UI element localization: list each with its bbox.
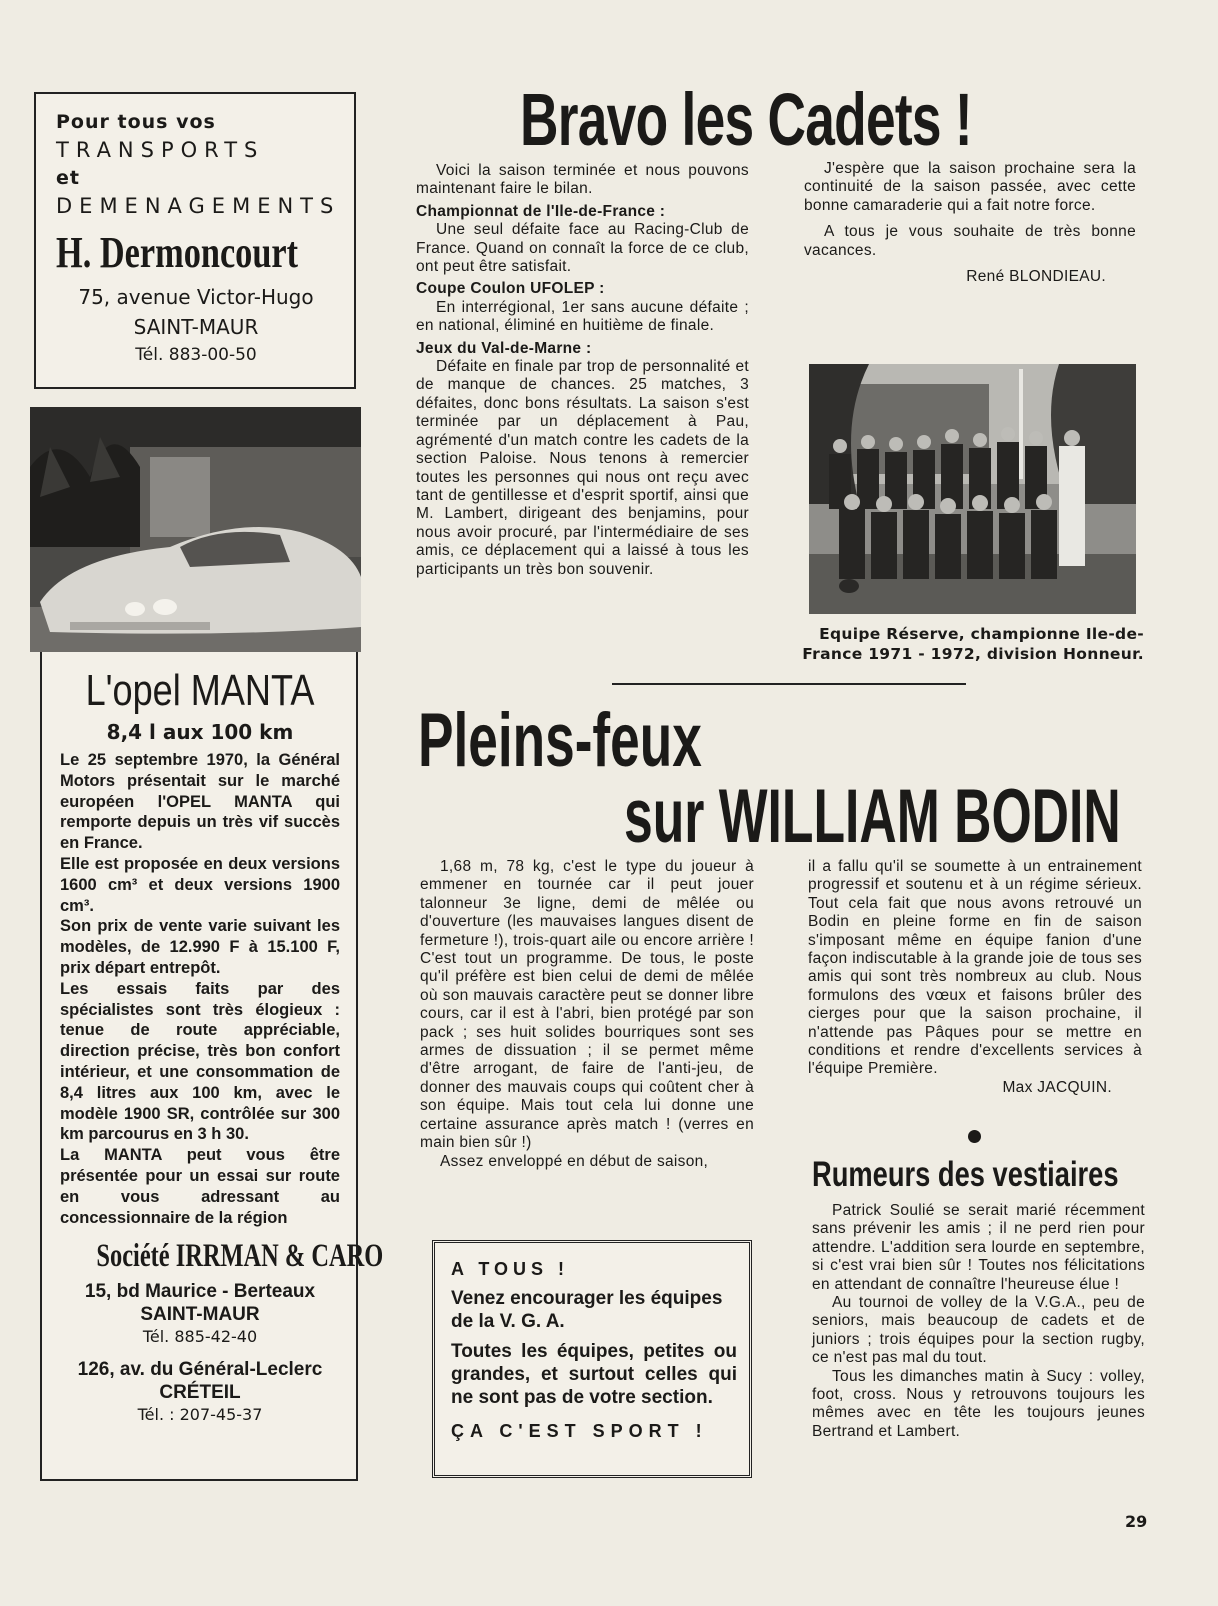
a-tous-message: Toutes les équipes, petites ou grandes, et surtout celles qui ne sont pas de votre section. [451,1341,737,1408]
demenagements-word: DEMENAGEMENTS [56,194,341,218]
a-tous-slogan: ÇA C'EST SPORT ! [451,1421,708,1441]
pleins-feux-signature: Max JACQUIN. [1002,1078,1112,1096]
car-photo [30,407,361,652]
pleins-feux-left-column [420,858,754,1171]
transport-city: SAINT-MAUR [133,315,259,339]
bravo-section-text: Défaite en finale par trop de personnalité et de manque de chances. 25 matches, 3 défaites, donc bons résultats. La saison s'est terminée par un déplacement à Pau, agrémenté d'un match contre les cadets de la section Paloise. Nous tenons à remercier toutes les personnes qui nous ont reçu avec tant de gentillesse et d'esprit sportif, ainsi que M. Lambert, dirigeant des benjamins, pour nous avoir procuré, par l'intermédiaire de ses amis, ce déplacement qui a laissé à tous les participants un très bon souvenir. [416,358,749,578]
dealer-city-1: SAINT-MAUR [140,1304,260,1326]
bravo-signature: René BLONDIEAU. [966,268,1106,286]
transport-intro: Pour tous vos [56,111,216,133]
company-name: H. Dermoncourt [56,228,299,277]
rumeurs-paragraph: Au tournoi de volley de la V.G.A., peu de seniors, mais beaucoup de cadets et de juniors ; trois équipes pour la section rugby, ce n'est pas mal du tout. [812,1294,1145,1367]
photo-caption: Equipe Réserve, championne Ile-de-France 1971 - 1972, division Honneur. [802,625,1144,663]
pleins-feux-subheadline: sur WILLIAM BODIN [624,774,1121,859]
opel-paragraph: La MANTA peut vous être présentée pour un essai sur route en vous adressant au concessionnaire de la région [60,1146,340,1227]
dealer-address-2: 126, av. du Général-Leclerc [77,1359,323,1381]
transport-word: TRANSPORTS [56,138,265,162]
bravo-section-heading: Coupe Coulon UFOLEP : [416,280,605,298]
a-tous-heading: A TOUS ! [451,1259,570,1279]
opel-manta-ad [40,652,384,1481]
bravo-right-column [804,160,1136,286]
dealer-city-2: CRÉTEIL [159,1382,241,1404]
page-number: 29 [1125,1512,1148,1531]
team-photo [809,364,1136,614]
a-tous-box [432,1240,752,1478]
dealer-name: Société IRRMAN & CARO [96,1238,384,1275]
pleins-feux-paragraph: il a fallu qu'il se soumette à un entrainement progressif et soutenu et à un régime sérieux. Tout cela fait que nous avons retrouvé un Bodin en pleine forme en fin de saison s'imposant même en équipe fanion d'une façon indiscutable à la grande joie de tous ses amis qui sont très nombreux au club. Nous formulons des vœux et faisons brûler des cierges pour que la saison prochaine, il n'attende pas Pâques pour se mettre en conditions et rendre d'excellents services à l'équipe Première. [808,858,1142,1078]
opel-paragraph: Les essais faits par des spécialistes sont très élogieux : tenue de route appréciable, direction précise, très bon confort intérieur, et une consommation de 8,4 litres aux 100 km, avec le modèle 1900 SR, contrôlée sur 300 km parcourus en 3 h 30. [60,979,340,1144]
section-divider [612,683,966,685]
bravo-section-heading: Championnat de l'Ile-de-France : [416,202,666,220]
dealer-tel-2: Tél. : 207-45-37 [137,1405,263,1425]
opel-body [60,750,340,1228]
bravo-intro: Voici la saison terminée et nous pouvons maintenant faire le bilan. [416,162,749,198]
bullet-dot-icon [968,1130,981,1143]
bravo-section-text: En interrégional, 1er sans aucune défaite ; en national, éliminé en huitième de finale. [416,298,749,335]
rumeurs-paragraph: Patrick Soulié se serait marié récemment sans prévenir les amis ; il ne perd rien pour attendre. L'addition sera lourde en septembre, si c'est vrai bien sûr ! Toutes nos félicitations en attendant de connaître l'heureuse élue ! [812,1202,1145,1293]
transport-address: 75, avenue Victor-Hugo [78,285,314,309]
bravo-section-text: Une seul défaite face au Racing-Club de France. Quand on connaît la force de ce club, ont peut être satisfait. [416,221,749,276]
a-tous-invite: Venez encourager les équipes de la V. G. A. [451,1288,723,1332]
transport-ad [34,92,356,389]
bravo-headline: Bravo les Cadets ! [520,78,972,161]
opel-paragraph: Elle est proposée en deux versions 1600 cm³ et deux versions 1900 cm³. [60,854,340,915]
pleins-feux-paragraph: 1,68 m, 78 kg, c'est le type du joueur à emmener en tournée car il peut jouer talonneur 3e ligne, demi de mêlée ou d'ouverture (les mauvaises langues disent de fermeture !), trois-quart aile ou encore arrière ! C'est tout un programme. De tous, le poste qu'il préfère est bien celui de demi de mêlée où son mauvais caractère peut se donner libre cours, car il est à l'abri, bien protégé par son pack ; ses huit solides bourriques sont ses armes de dissuation ; il se permet même d'être arrogant, de faire de l'anti-jeu, de donner des mauvais coups qui coûtent cher à son équipe. Mais tout cela lui donne une certaine assurance après match ! (verres en main bien sûr !) [420,858,754,1152]
opel-manta-car-image [30,407,361,652]
transport-tel: Tél. 883-00-50 [135,345,257,365]
pleins-feux-headline: Pleins-feux [418,698,702,783]
pleins-feux-paragraph: Assez enveloppé en début de saison, [440,1152,709,1170]
bravo-section-heading: Jeux du Val-de-Marne : [416,339,592,357]
rumeurs-headline: Rumeurs des vestiaires [812,1155,1119,1194]
opel-paragraph: Son prix de vente varie suivant les modèles, de 12.990 F à 15.100 F, prix départ entrepôt. [60,917,340,977]
transport-et: et [56,167,80,189]
opel-paragraph: Le 25 septembre 1970, la Général Motors présentait sur le marché européen l'OPEL MANTA qui remporte depuis un très vif succès en France. [60,751,340,853]
rumeurs-paragraph: Tous les dimanches matin à Sucy : volley, foot, cross. Nous y retrouvons toujours les mêmes avec en tête les toujours jeunes Bertrand et Lambert. [812,1367,1145,1440]
opel-consumption: 8,4 l aux 100 km [106,720,294,744]
pleins-feux-right-column [808,858,1142,1097]
bravo-wishes: A tous je vous souhaite de très bonne vacances. [804,223,1136,259]
opel-title: L'opel MANTA [85,666,315,715]
dealer-tel-1: Tél. 885-42-40 [142,1327,258,1347]
rugby-team-image [809,364,1136,614]
bravo-left-column [416,162,749,579]
bravo-closing: J'espère que la saison prochaine sera la continuité de la saison passée, avec cette bonne camaraderie qui a fait notre force. [804,160,1136,214]
dealer-address-1: 15, bd Maurice - Berteaux [84,1281,316,1303]
rumeurs-column [812,1202,1145,1441]
